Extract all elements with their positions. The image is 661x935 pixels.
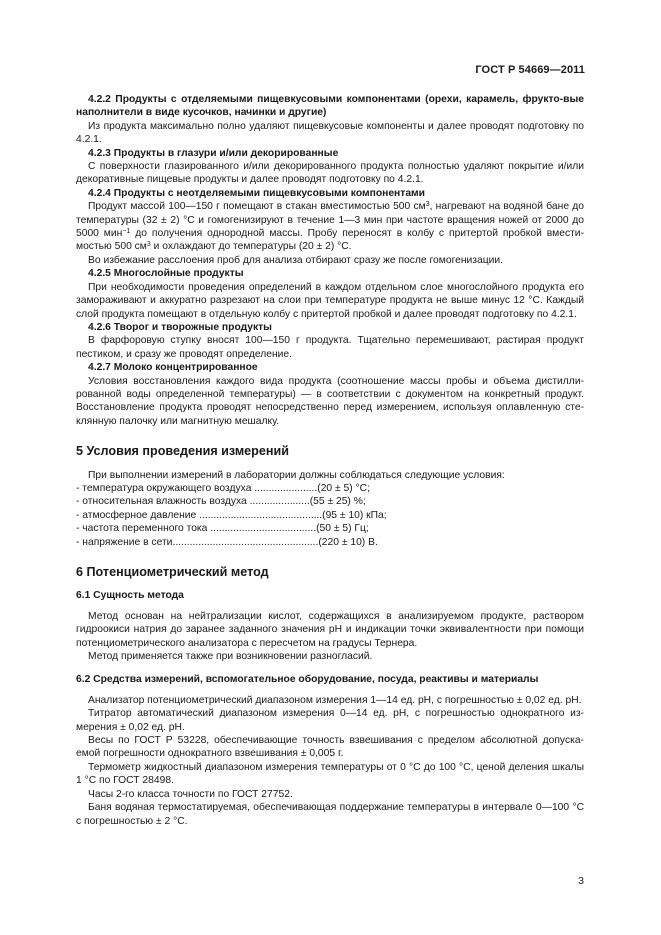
section-4-2-5-heading: 4.2.5 Многослойные продукты bbox=[88, 268, 244, 280]
section-4-2-4-heading: 4.2.4 Продукты с неотделяемыми пищевкусовыми компонентами bbox=[88, 187, 425, 199]
section-4-2-3-heading: 4.2.3 Продукты в глазури и/или декорированные bbox=[88, 147, 339, 159]
condition-item: - частота переменного тока .....................................(50 ± 5) Гц; bbox=[76, 523, 369, 535]
section-6-2-heading: 6.2 Средства измерений, вспомогательное оборудование, посуда, реактивы и материалы bbox=[76, 674, 539, 686]
section-6-1-text: Метод основан на нейтрализации кислот, содержащихся в анализируемом продукте, раствором гидроокиси натрия до заранее заданного значения рН и индикации точки эквивалентности при помощи потенциометрического анализатора с пересчетом на градусы Тернера. bbox=[76, 610, 584, 649]
equipment-item: Термометр жидкостный диапазоном измерения температуры от 0 °С до 100 °С, ценой деления шкалы 1 °С по ГОСТ 28498. bbox=[76, 761, 584, 787]
section-5-intro: При выполнении измерений в лаборатории должны соблюдаться следующие условия: bbox=[88, 469, 505, 481]
section-6-heading: 6 Потенциометрический метод bbox=[76, 565, 269, 579]
condition-item: - атмосферное давление ...........................................(95 ± 10) кПа; bbox=[76, 509, 387, 521]
equipment-item: Анализатор потенциометрический диапазоном измерения 1—14 ед. рН, с погрешностью ± 0,02 ед. рН. bbox=[88, 694, 582, 706]
condition-item: - температура окружающего воздуха ......................(20 ± 5) °С; bbox=[76, 482, 370, 494]
section-4-2-4-note: Во избежание расслоения проб для анализа отбирают сразу же после гомогенизации. bbox=[88, 254, 503, 266]
section-4-2-3-text: С поверхности глазированного и/или декорированного продукта полностью удаляют покрытие и/или декоративные пищевые продукты и далее проводят подготовку по 4.2.1. bbox=[76, 161, 584, 186]
page-content bbox=[76, 93, 584, 828]
equipment-item: Баня водяная термостатируемая, обеспечивающая поддержание температуры в интервале 0—100 °С с погрешностью ± 2 °С. bbox=[76, 802, 584, 827]
conditions-list bbox=[76, 482, 584, 549]
standard-number: ГОСТ Р 54669—2011 bbox=[475, 64, 585, 76]
section-4-2-4-text: Продукт массой 100—150 г помещают в стакан вместимостью 500 $см^3$, нагревают на водяной бане до температуры (32 ± 2) °С и гомогенизируют в течение 1—3 мин при частоте вращения ножей от 2000 до 5000 мин$^{-1}$ до получения однородной массы. Пробу переносят в колбу с притертой пробкой вмести-мостью 500 $см^3$ и охлаждают до температуры (20 ± 2) °С. bbox=[76, 201, 585, 253]
section-4-2-7-heading: 4.2.7 Молоко концентрированное bbox=[88, 362, 258, 374]
section-4-2-6-heading: 4.2.6 Творог и творожные продукты bbox=[88, 321, 272, 333]
section-4-2-7-text: Условия восстановления каждого вида продукта (соотношение массы пробы и объема дистилли-рованной воды определенной температуры) — в соответствии с документом на конкретный продукт. Восстановление продукта проводят непосредственно перед измерением, используя оплавленную сте-клянную палочку или магнитную мешалку. bbox=[76, 375, 584, 427]
equipment-item: Часы 2-го класса точности по ГОСТ 27752. bbox=[88, 788, 293, 800]
section-4-2-5-text: При необходимости проведения определений в каждом отдельном слое многослойного продукта его замораживают и аккуратно разрезают на слои при температуре продукта не выше минус 12 °С. Каждый слой продукта помещают в отдельную колбу с притертой пробкой и далее проводят подготовку по 4.2.1. bbox=[76, 281, 584, 320]
section-4-2-6-text: В фарфоровую ступку вносят 100—150 г продукта. Тщательно перемешивают, растирая продукт пестиком, и сразу же проводят определение. bbox=[76, 335, 584, 360]
condition-item: - относительная влажность воздуха .....................(55 ± 25) %; bbox=[76, 496, 366, 508]
equipment-item: Титратор автоматический диапазоном измерения 0—14 ед. рН, с погрешностью однократного из-мерения ± 0,02 ед. рН. bbox=[76, 708, 584, 733]
section-4-2-2-heading: 4.2.2 Продукты с отделяемыми пищевкусовыми компонентами (орехи, карамель, фрукто-вые наполнители в виде кусочков, начинки и другие) bbox=[76, 94, 584, 119]
condition-item: - напряжение в сети...................................................(220 ± 10) В. bbox=[76, 536, 378, 548]
section-5-heading: 5 Условия проведения измерений bbox=[76, 444, 289, 459]
section-6-1-heading: 6.1 Сущность метода bbox=[76, 590, 184, 602]
page-number: 3 bbox=[578, 875, 584, 887]
section-4-2-2-text: Из продукта максимально полно удаляют пищевкусовые компоненты и далее проводят подготовку по 4.2.1. bbox=[76, 120, 584, 146]
equipment-item: Весы по ГОСТ Р 53228, обеспечивающие точность взвешивания с пределом абсолютной допуска-емой погрешности однократного взвешивания ± 0,005 г. bbox=[76, 735, 584, 760]
section-6-1-note: Метод применяется также при возникновении разногласий. bbox=[88, 651, 373, 663]
